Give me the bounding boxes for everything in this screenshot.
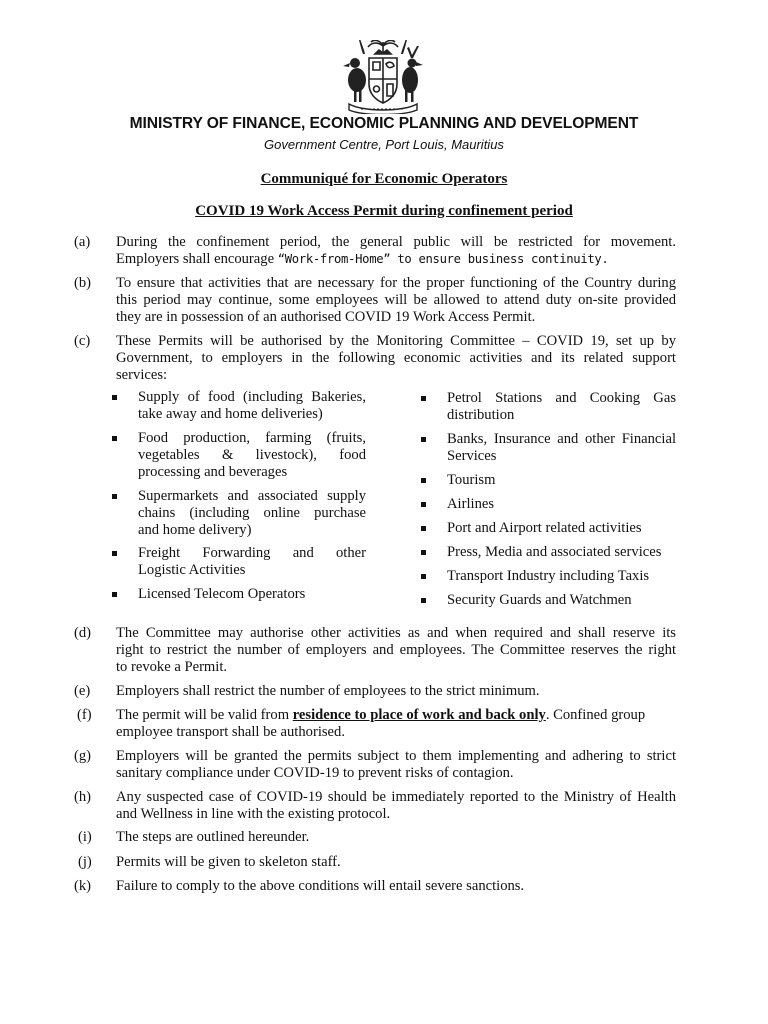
bullet-icon	[421, 502, 426, 507]
bullet-icon	[421, 526, 426, 531]
paragraph-text: Failure to comply to the above conditions will entail severe sanctions.	[116, 878, 525, 894]
ministry-address: Government Centre, Port Louis, Mauritius	[264, 137, 504, 152]
bullet-icon	[421, 396, 426, 401]
bullet-icon	[112, 551, 117, 556]
paragraph-label: (d)	[74, 625, 92, 641]
bullet-icon	[421, 574, 426, 579]
paragraph-label: (i)	[78, 829, 92, 845]
paragraph-text: The Committee may authorise other activities as and when required and shall reserve its	[116, 625, 676, 641]
paragraph-text: sanitary compliance under COVID-19 to prevent risks of contagion.	[116, 765, 514, 781]
ministry-title: MINISTRY OF FINANCE, ECONOMIC PLANNING AND DEVELOPMENT	[129, 115, 639, 132]
paragraph-label: (a)	[74, 234, 91, 250]
bullet-icon	[421, 598, 426, 603]
bullet-icon	[421, 478, 426, 483]
paragraph-text: employee transport shall be authorised.	[116, 724, 345, 740]
paragraph-label: (j)	[78, 854, 92, 870]
paragraph-text: “Work-from-Home” to ensure business continuity.	[277, 252, 609, 266]
paragraph-label: (k)	[74, 878, 92, 894]
paragraph-text: Employers shall restrict the number of employees to the strict minimum.	[116, 683, 540, 699]
paragraph-label: (b)	[74, 275, 92, 291]
bullet-icon	[421, 550, 426, 555]
coat-of-arms-icon	[333, 40, 433, 114]
paragraph-label: (f)	[77, 707, 92, 723]
paragraph-label: (e)	[74, 683, 91, 699]
paragraph-text: The steps are outlined hereunder.	[116, 829, 310, 845]
paragraph-label: (c)	[74, 333, 91, 349]
paragraph-text: During the confinement period, the general public will be restricted for movement.	[116, 234, 676, 250]
paragraph-label: (g)	[74, 748, 92, 764]
paragraph-text: The permit will be valid from	[116, 707, 293, 723]
paragraph-text: These Permits will be authorised by the Monitoring Committee – COVID 19, set up by	[116, 333, 676, 349]
paragraph-text: Government, to employers in the following economic activities and its related support	[116, 350, 676, 366]
communique-title: Communiqué for Economic Operators	[260, 171, 508, 187]
paragraph-text: and Wellness in line with the existing protocol.	[116, 806, 391, 822]
paragraph-text: . Confined group	[545, 707, 646, 723]
paragraph-text: they are in possession of an authorised COVID 19 Work Access Permit.	[116, 309, 536, 325]
paragraph-label: (h)	[74, 789, 92, 805]
emphasis-text: residence to place of work and back only	[292, 707, 546, 723]
bullet-icon	[421, 437, 426, 442]
paragraph-text: right to restrict the number of employers and employees. The Committee reserves the right	[116, 642, 676, 658]
paragraph-text: To ensure that activities that are necessary for the proper functioning of the Country during	[116, 275, 676, 291]
paragraph-text: services:	[116, 367, 168, 383]
paragraph-text: this period may continue, some employees will be allowed to attend duty on-site provided	[116, 292, 676, 308]
bullet-icon	[112, 494, 117, 499]
bullet-icon	[112, 436, 117, 441]
paragraph-text: Permits will be given to skeleton staff.	[116, 854, 341, 870]
bullet-icon	[112, 395, 117, 400]
paragraph-text: to revoke a Permit.	[116, 659, 228, 675]
permit-subtitle: COVID 19 Work Access Permit during confinement period	[195, 203, 573, 219]
paragraph-text: Employers shall encourage	[116, 251, 278, 267]
paragraph-text: Employers will be granted the permits subject to them implementing and adhering to strict	[116, 748, 676, 764]
bullet-icon	[112, 592, 117, 597]
paragraph-text: Any suspected case of COVID-19 should be immediately reported to the Ministry of Health	[116, 789, 676, 805]
